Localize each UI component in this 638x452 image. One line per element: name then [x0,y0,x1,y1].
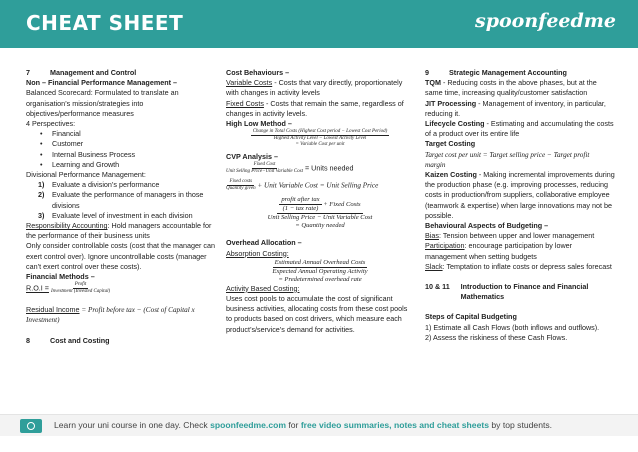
roi-formula: R.O.I = $\frac{\text{Profit}}{\text{Investment (Invested Capital)}}$ [26,282,111,295]
high-low-formula: Change in Total Costs (Highest Cost period − Lowest Cost Period) Highest Activity Level − Lowest Activity Level = Variable Cost per unit [252,129,388,148]
responsibility-text: Responsibility Accounting: Hold managers accountable for the performance of their business units [26,221,212,241]
bias-text: Bias: Tension between upper and lower management [425,231,595,241]
section-7-heading: 7 Management and Control [26,68,137,77]
step-1: 1) Estimate all Cash Flows (both inflows and outflows). [425,322,600,332]
abc-heading: Activity Based Costing: [226,283,300,293]
step-2: 2) Assess the riskiness of these Cash Flows. [425,332,568,342]
target-costing-formula-cont: margin [425,160,446,169]
lifecycle-text: Lifecycle Costing - Estimating and accumulating the costs of a product over its entire life [425,119,614,139]
bsc-text: Balanced Scorecard: Formulated to translate an organisation’s mission/strategies into objectives/performance measures [26,88,179,118]
footer-text: Learn your uni course in one day. Check spoonfeedme.com for free video summaries, notes and cheat sheets by top students. [54,420,553,430]
page-title: CHEAT SHEET [26,11,184,35]
perspectives-list [26,129,216,170]
list-item: • Internal Business Process [40,150,216,160]
column-3 [425,68,615,343]
list-item: • Learning and Growth [40,160,216,170]
perspectives-heading: 4 Perspectives: [26,119,76,129]
divisional-heading: Divisional Performance Management: [26,170,146,180]
list-item: 2) Evaluate the performance of managers in those divisions [38,190,204,210]
section-8-heading: 8 Cost and Costing [26,335,110,345]
cvp-formula-1: $\frac{\text{Fixed Cost}}{\text{Unit Selling Price−Unit Variable Cost}}$ = Units needed [226,162,354,175]
participation-text: Participation: encourage participation by lower management when setting budgets [425,241,573,261]
section-9-heading: 9 Strategic Management Accounting [425,68,567,77]
cost-behaviours-heading: Cost Behaviours – [226,68,290,77]
list-item: • Financial [40,129,216,139]
fixed-costs-text: Fixed Costs - Costs that remain the same, regardless of changes in activity levels. [226,98,404,118]
kaizen-text: Kaizen Costing - Making incremental improvements during the production phase (e.g. improving processes, reducing costs in production/from suppliers, collaborative employee (teamwork & expertise) when large innovations may not be possible. [425,170,615,220]
slack-text: Slack: Temptation to inflate costs or depress sales forecast [425,261,612,271]
overhead-heading: Overhead Allocation – [226,238,302,248]
footer-banner [0,414,638,436]
divisional-list [26,180,216,221]
residual-income-formula: Residual Income = Profit before tax − (Cost of Capital x Investment) [26,305,195,325]
list-item: 1) Evaluate a division’s performance [38,180,160,190]
cvp-heading: CVP Analysis – [226,152,278,162]
high-low-heading: High Low Method – [226,119,292,129]
footer-link[interactable]: spoonfeedme.com [210,420,286,430]
video-icon [20,419,42,433]
brand-logo[interactable]: spoonfeedme [475,10,616,32]
absorption-formula: Estimated Annual Overhead Costs Expected Annual Operating Activity = Predetermined overhead rate [272,258,368,283]
nonfin-heading: Non – Financial Performance Management – [26,78,177,88]
financial-methods-heading: Financial Methods – [26,272,95,282]
column-1 [26,68,216,346]
target-costing-formula: Target cost per unit = Target selling price − Target profit [425,150,590,159]
abc-text: Uses cost pools to accumulate the cost of significant business activities, allocating costs from these cost pools to products based on cost drivers, which measure each product’s/service’s demand for activities. [226,294,408,334]
cvp-formula-3: $\frac{\text{profit after tax}}{\text{(1 − tax rate)}}$ + Fixed Costs Unit Selling Price − Unit Variable Cost = Quantity needed [267,196,373,230]
column-2 [226,68,414,335]
list-item: • Customer [40,139,216,149]
target-costing-heading: Target Costing [425,139,476,149]
header-bar [0,0,638,48]
list-item: 3) Evaluate level of investment in each division [38,210,193,220]
behavioural-heading: Behavioural Aspects of Budgeting – [425,221,549,231]
controllable-text: Only consider controllable costs (cost that the manager can exert control over). Ignore uncontrollable costs (manager can’t exert control over these costs). [26,241,215,271]
cvp-formula-2: $\frac{\text{Fixed costs}}{\text{Quantity given}}$ + Unit Variable Cost = Unit Selling Price [226,179,379,192]
tqm-text: TQM - Reducing costs in the above phases, but at the same time, increasing quality/customer satisfaction [425,78,597,98]
section-10-heading: 10 & 11 Introduction to Finance and Financial Mathematics [425,282,589,302]
jit-text: JIT Processing - Management of inventory, in particular, reducing it. [425,98,606,118]
variable-costs-text: Variable Costs - Costs that vary directly, proportionately with changes in activity levels [226,78,403,98]
capital-budgeting-heading: Steps of Capital Budgeting [425,312,517,322]
absorption-heading: Absorption Costing: [226,248,289,258]
